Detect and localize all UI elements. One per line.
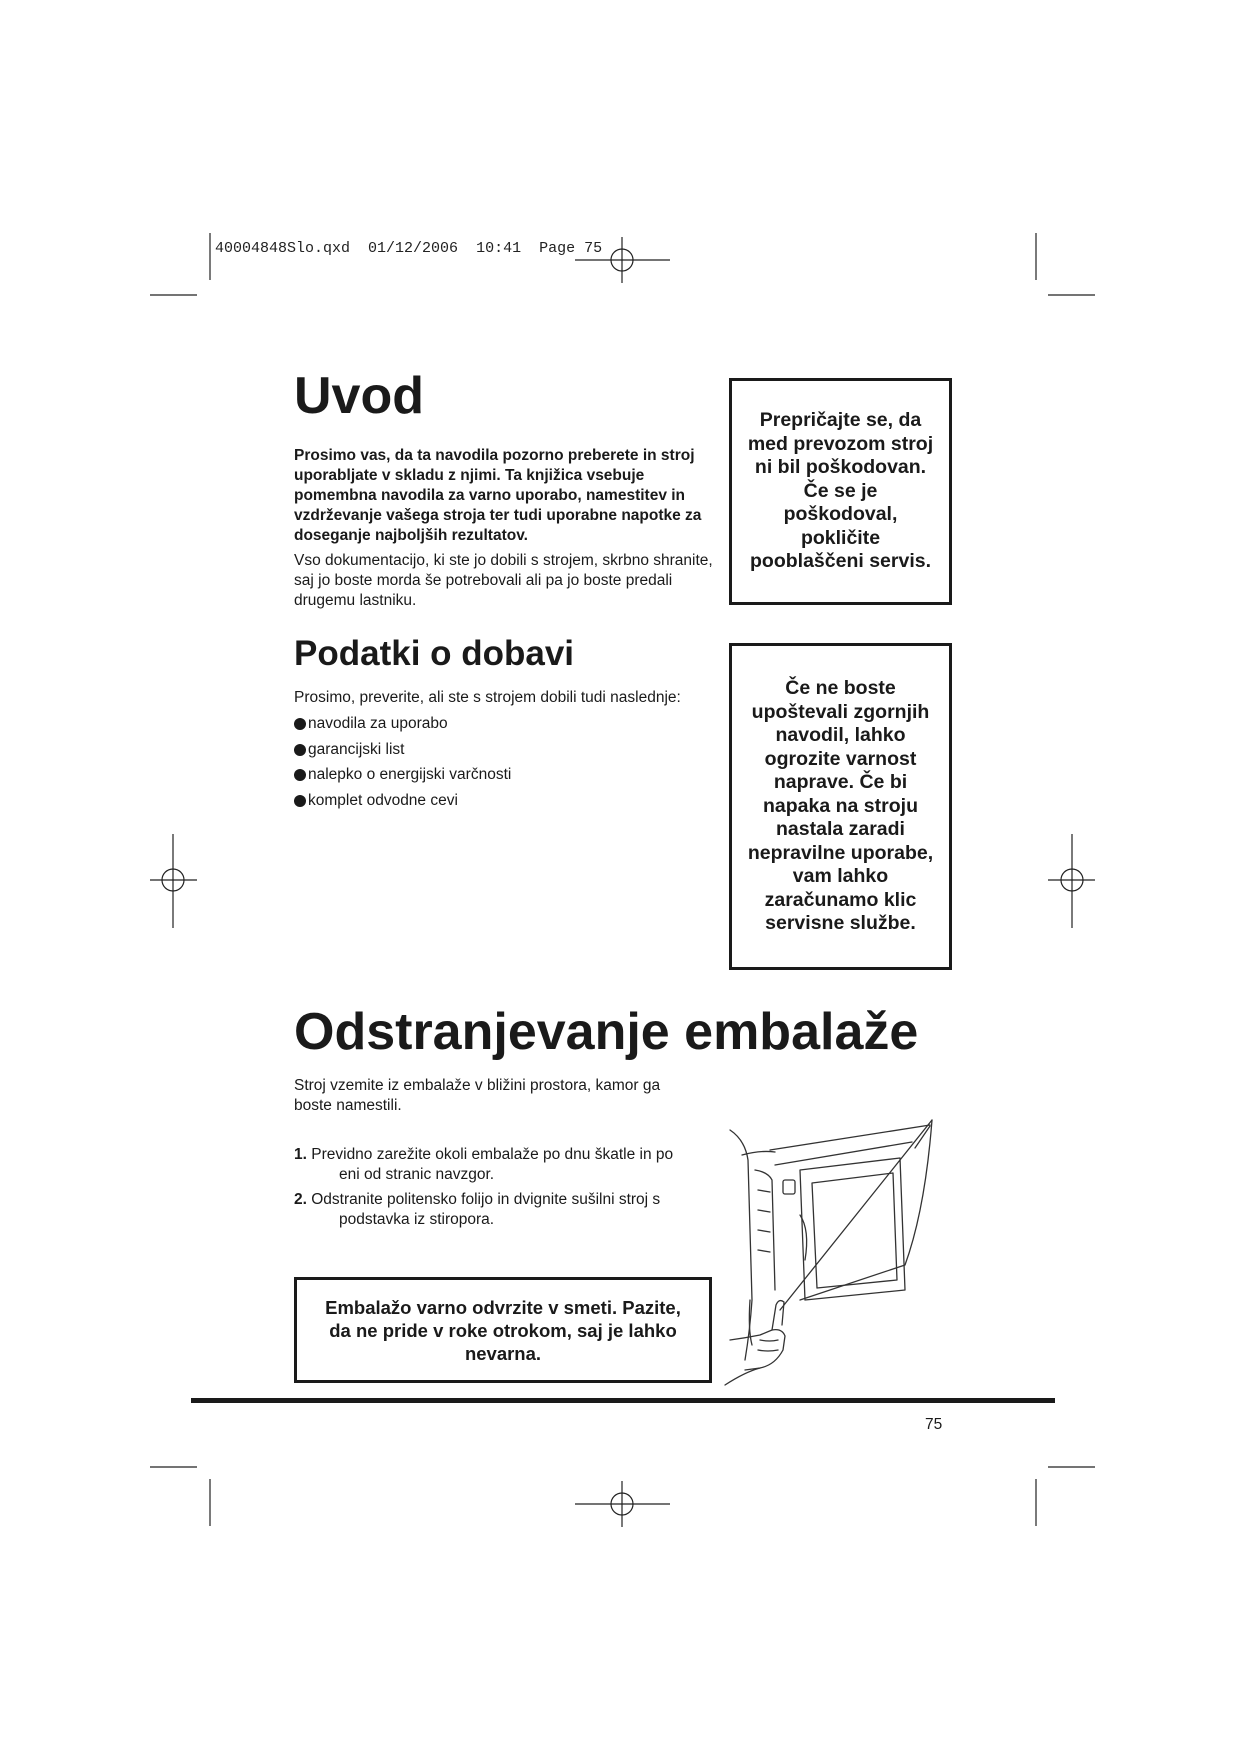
bullet-icon — [294, 718, 306, 730]
step-item: 2. Odstranite politensko folijo in dvignite sušilni stroj s podstavka iz stiropora. — [294, 1191, 661, 1228]
podatki-lead: Prosimo, preverite, ali ste s strojem dobili tudi naslednje: — [294, 689, 681, 706]
warning-text: Če ne boste upoštevali zgornjih navodil, lahko ogrozite varnost naprave. Če bi napaka na stroju nastala zaradi nepravilne uporabe, vam lahko zaračunamo klic servisne službe. — [747, 677, 934, 935]
odstranjevanje-lead: Stroj vzemite iz embalaže v bližini prostora, kamor ga boste namestili. — [294, 1077, 661, 1114]
slug-page: Page 75 — [539, 240, 603, 257]
slug-line — [215, 240, 602, 257]
section-title-uvod: Uvod — [294, 367, 424, 425]
section-title-podatki: Podatki o dobavi — [294, 634, 575, 673]
list-item: navodila za uporabo — [294, 714, 694, 734]
list-item: nalepko o energijski varčnosti — [294, 765, 694, 785]
slug-file: 40004848Slo.qxd — [215, 240, 351, 257]
list-item: garancijski list — [294, 740, 694, 760]
section-title-odstranjevanje: Odstranjevanje embalaže — [294, 1003, 919, 1061]
step-item: 1. Previdno zarežite okoli embalaže po dnu škatle in po eni od stranic navzgor. — [294, 1146, 674, 1183]
warning-box — [729, 643, 952, 970]
list-item: komplet odvodne cevi — [294, 791, 694, 811]
bullet-icon — [294, 769, 306, 781]
bullet-icon — [294, 795, 306, 807]
page-number: 75 — [925, 1416, 943, 1433]
uvod-intro-bold: Prosimo vas, da ta navodila pozorno preberete in stroj uporabljate v skladu z njimi. Ta knjižica vsebuje pomembna navodila za varno uporabo, namestitev in vzdrževanje vašega stroja ter tudi uporabne napotke za doseganje najboljših rezultatov. — [294, 447, 702, 544]
disposal-text: Embalažo varno odvrzite v smeti. Pazite, da ne pride v roke otrokom, saj je lahko nevarna. — [325, 1296, 681, 1364]
slug-time: 10:41 — [476, 240, 522, 257]
disposal-box — [294, 1277, 712, 1383]
unpacking-steps — [294, 1145, 694, 1235]
transport-notice-text: Prepričajte se, da med prevozom stroj ni bil poškodovan. Če se je poškodoval, pokličite pooblaščeni servis. — [747, 409, 934, 573]
uvod-intro-normal: Vso dokumentacijo, ki ste jo dobili s strojem, skrbno shranite, saj jo boste morda še potrebovali ali pa jo boste predali drugemu lastniku. — [294, 552, 713, 609]
bullet-icon — [294, 744, 306, 756]
slug-date: 01/12/2006 — [368, 240, 459, 257]
transport-notice-box — [729, 378, 952, 605]
delivery-list — [294, 714, 694, 816]
